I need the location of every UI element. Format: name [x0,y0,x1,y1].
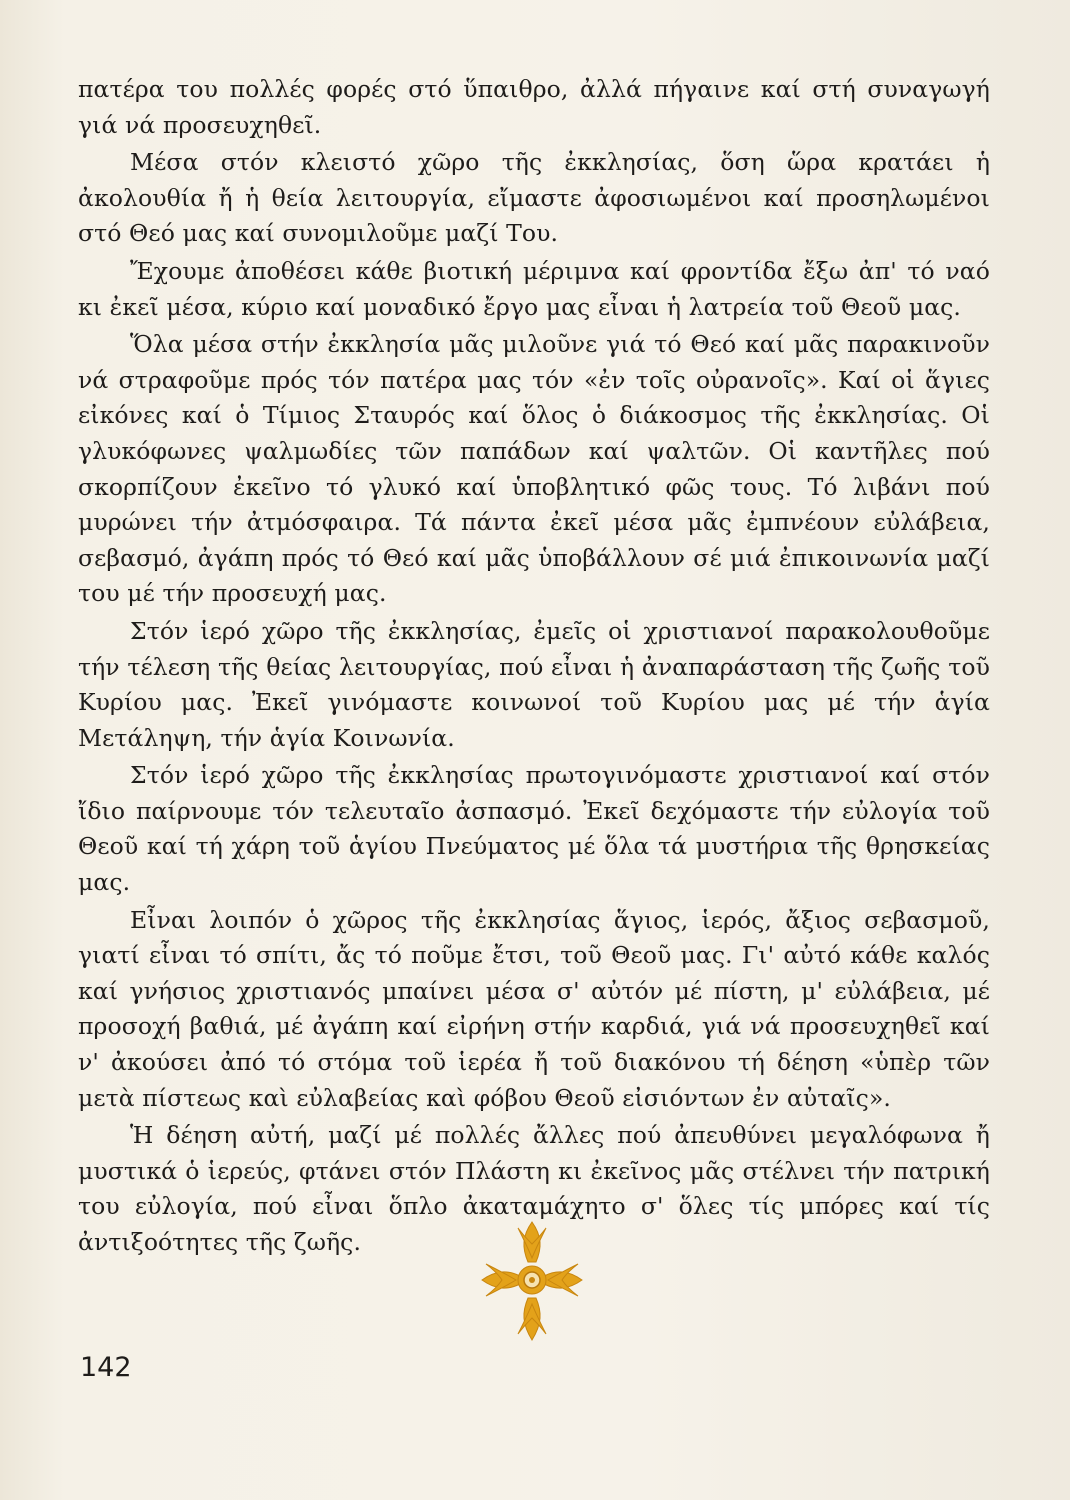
paragraph: Ὅλα μέσα στήν ἐκκλησία μᾶς μιλοῦνε γιά τό Θεό καί μᾶς παρακινοῦν νά στραφοῦμε πρός τόν πατέρα μας τόν «ἐν τοῖς οὐρανοῖς». Καί οἱ ἅγιες εἰκόνες καί ὁ Τίμιος Σταυρός καί ὅλος ὁ διάκοσμος τῆς ἐκκλησίας. Οἱ γλυκόφωνες ψαλμωδίες τῶν παπάδων καί ψαλτῶν. Οἱ καντῆλες πού σκορπίζουν ἐκεῖνο τό γλυκό καί ὑποβλητικό φῶς τους. Τό λιβάνι πού μυρώνει τήν ἀτμόσφαιρα. Τά πάντα ἐκεῖ μέσα μᾶς ἐμπνέουν εὐλάβεια, σεβασμό, ἀγάπη πρός τό Θεό καί μᾶς ὑποβάλλουν σέ μιά ἐπικοινωνία μαζί του μέ τήν προσευχή μας. [78,330,990,608]
paragraph: Ἔχουμε ἀποθέσει κάθε βιοτική μέριμνα καί φροντίδα ἔξω ἀπ' τό ναό κι ἐκεῖ μέσα, κύριο καί μοναδικό ἔργο μας εἶναι ἡ λατρεία τοῦ Θεοῦ μας. [78,256,990,321]
page-number: 142 [80,1352,132,1383]
floral-cross-ornament-icon [478,1218,586,1344]
paragraph: Εἶναι λοιπόν ὁ χῶρος τῆς ἐκκλησίας ἅγιος, ἱερός, ἄξιος σεβασμοῦ, γιατί εἶναι τό σπίτι, ἄς τό ποῦμε ἔτσι, τοῦ Θεοῦ μας. Γι' αὐτό κάθε καλός καί γνήσιος χριστιανός μπαίνει μέσα σ' αὐτόν μέ πίστη, μ' εὐλάβεια, μέ προσοχή βαθιά, μέ ἀγάπη καί εἰρήνη στήν καρδιά, γιά νά προσευχηθεῖ καί ν' ἀκούσει ἀπό τό στόμα τοῦ ἱερέα ἤ τοῦ διακόνου τή δέηση «ὑπὲρ τῶν μετὰ πίστεως καὶ εὐλαβείας καὶ φόβου Θεοῦ εἰσιόντων ἐν αὐταῖς». [78,905,990,1112]
paragraph: Στόν ἱερό χῶρο τῆς ἐκκλησίας, ἐμεῖς οἱ χριστιανοί παρακολουθοῦμε τήν τέλεση τῆς θείας λειτουργίας, πού εἶναι ἡ ἀναπαράσταση τῆς ζωῆς τοῦ Κυρίου μας. Ἐκεῖ γινόμαστε κοινωνοί τοῦ Κυρίου μας μέ τήν ἁγία Μετάληψη, τήν ἁγία Κοινωνία. [78,616,990,752]
paragraph-continuation: πατέρα του πολλές φορές στό ὕπαιθρο, ἀλλά πήγαινε καί στή συναγωγή γιά νά προσευχηθεῖ. [78,75,990,139]
paragraph: Μέσα στόν κλειστό χῶρο τῆς ἐκκλησίας, ὅση ὥρα κρατάει ἡ ἀκολουθία ἤ ἡ θεία λειτουργία, εἴμαστε ἀφοσιωμένοι καί προσηλωμένοι στό Θεό μας καί συνομιλοῦμε μαζί Του. [78,148,990,248]
body-text [78,72,990,1263]
paragraph: Ἡ δέηση αὐτή, μαζί μέ πολλές ἄλλες πού ἀπευθύνει μεγαλόφωνα ἤ μυστικά ὁ ἱερεύς, φτάνει στόν Πλάστη κι ἐκεῖνος μᾶς στέλνει τήν πατρική του εὐλογία, πού εἶναι ὅπλο ἀκαταμάχητο σ' ὅλες τίς μπόρες καί τίς ἀντιξοότητες τῆς ζωῆς. [78,1121,990,1256]
paragraph: Στόν ἱερό χῶρο τῆς ἐκκλησίας πρωτογινόμαστε χριστιανοί καί στόν ἴδιο παίρνουμε τόν τελευταῖο ἀσπασμό. Ἐκεῖ δεχόμαστε τήν εὐλογία τοῦ Θεοῦ καί τή χάρη τοῦ ἁγίου Πνεύματος μέ ὅλα τά μυστήρια τῆς θρησκείας μας. [78,761,990,897]
